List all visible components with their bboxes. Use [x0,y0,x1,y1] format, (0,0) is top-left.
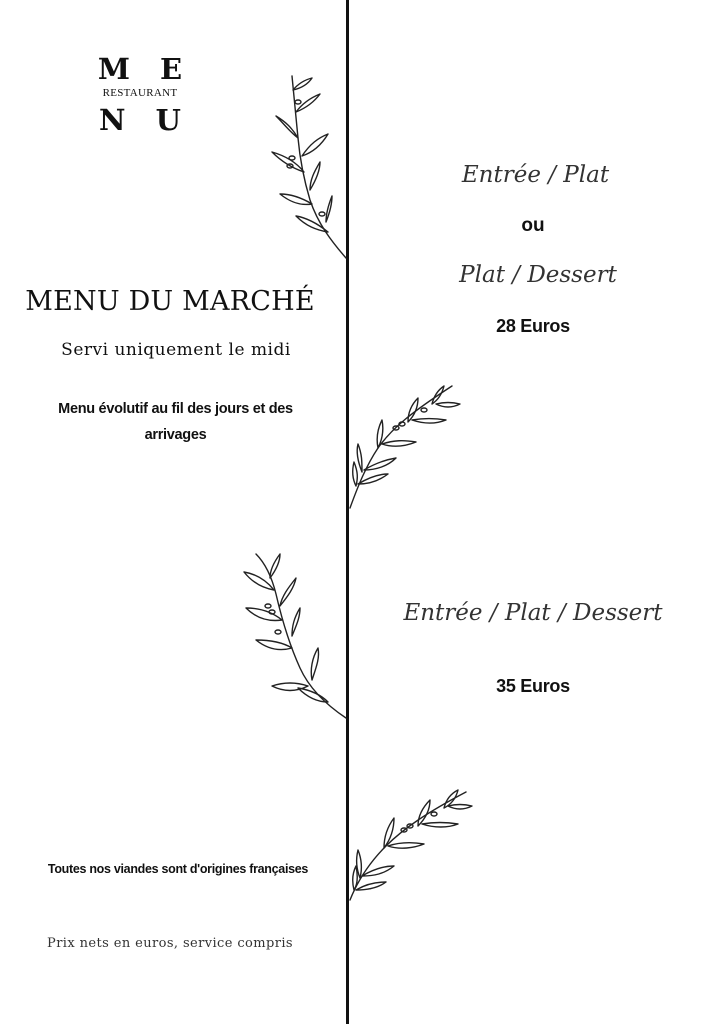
prices-note: Prix nets en euros, service compris [47,936,293,951]
olive-branch-icon [348,786,474,902]
formula-1-option-b: Plat / Dessert [459,262,617,288]
formula-2-price: 35 Euros [496,676,570,696]
meat-origin-note: Toutes nos viandes sont d'origines françaises [47,862,309,876]
formula-1-option-a: Entrée / Plat [461,162,610,188]
menu-note: Menu évolutif au fil des jours et des arrivages [58,401,293,443]
logo-bottom-letters: N U [99,103,191,137]
formula-1-price: 28 Euros [496,316,570,336]
olive-branch-icon [348,382,466,510]
logo-restaurant-label: RESTAURANT [102,87,178,99]
formula-1-separator: ou [521,215,545,236]
menu-subtitle: Servi uniquement le midi [61,340,291,360]
logo-top-letters: M E [97,52,193,86]
menu-title: MENU DU MARCHÉ [25,286,315,317]
olive-branch-icon [238,550,350,720]
olive-branch-icon [262,72,352,262]
formula-2-option: Entrée / Plat / Dessert [403,600,663,626]
